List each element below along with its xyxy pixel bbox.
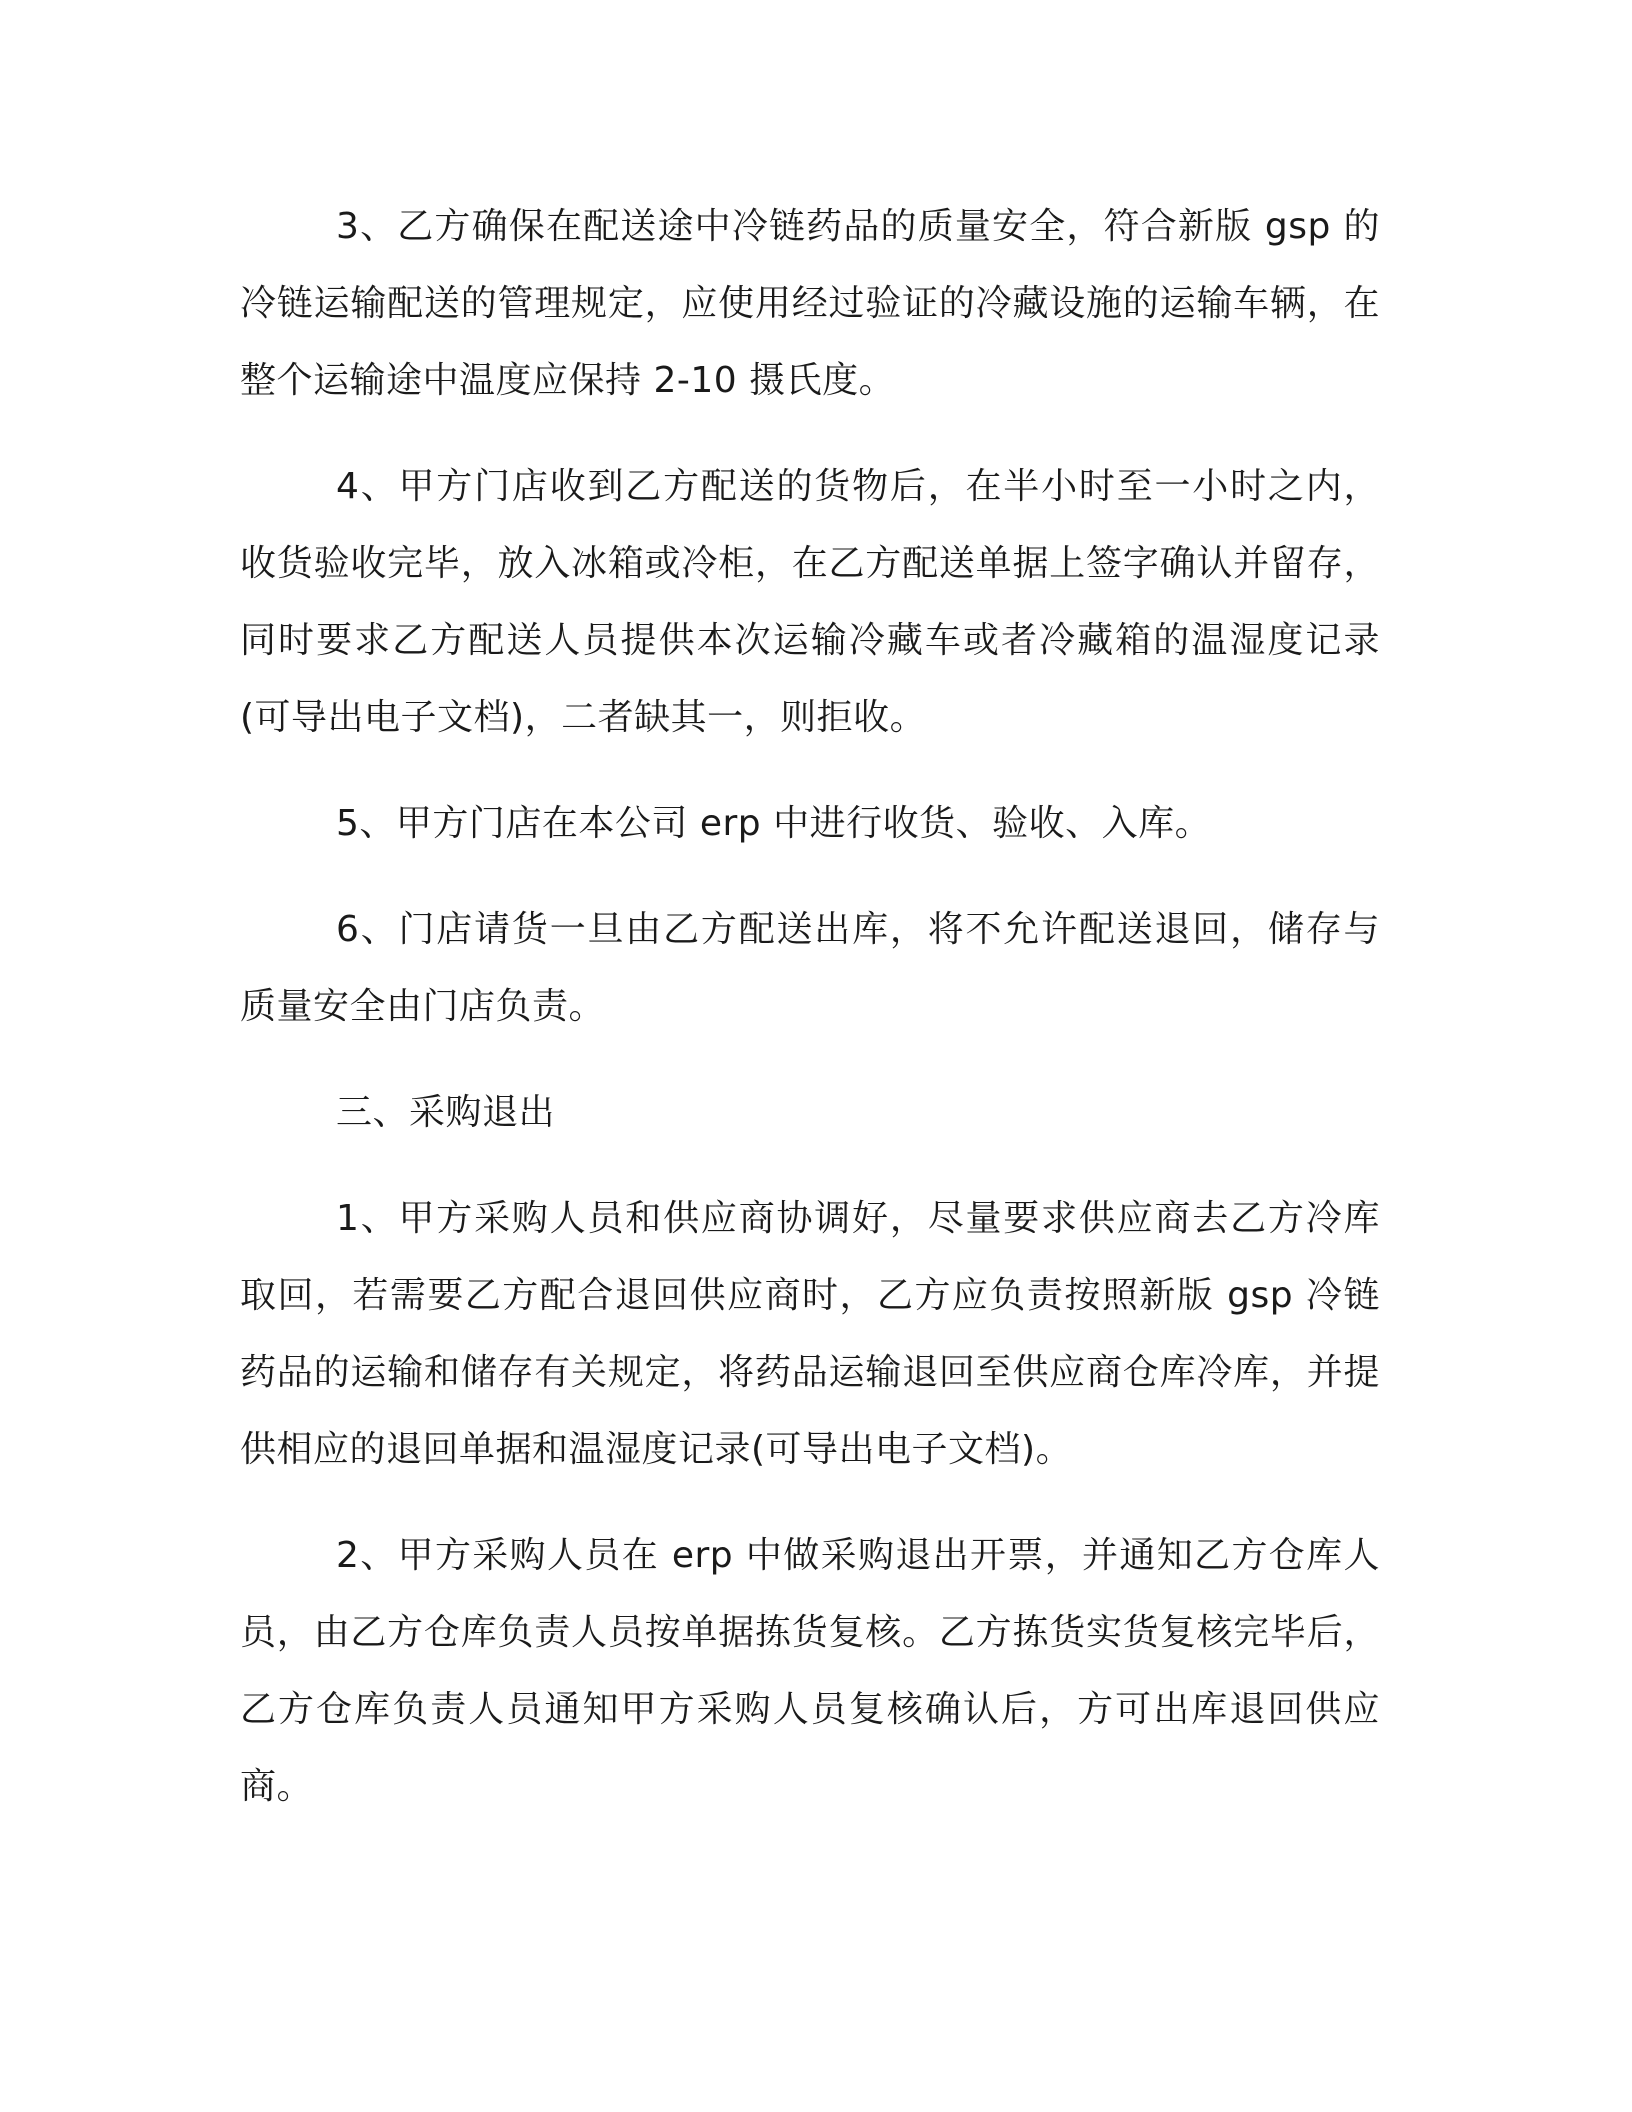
paragraph-return-item-2: 2、甲方采购人员在 erp 中做采购退出开票，并通知乙方仓库人员，由乙方仓库负责人员按单据拣货复核。乙方拣货实货复核完毕后，乙方仓库负责人员通知甲方采购人员复核确认后，方可出库退回供应商。 (240, 1535, 1380, 1807)
section-heading-purchase-return: 三、采购退出 (336, 1092, 556, 1133)
document-body (240, 188, 1380, 1854)
paragraph-item-4-store-receiving: 4、甲方门店收到乙方配送的货物后，在半小时至一小时之内，收货验收完毕，放入冰箱或冷柜，在乙方配送单据上签字确认并留存，同时要求乙方配送人员提供本次运输冷藏车或者冷藏箱的温湿度记录(可导出电子文档)，二者缺其一，则拒收。 (240, 466, 1380, 738)
paragraph-return-item-1: 1、甲方采购人员和供应商协调好，尽量要求供应商去乙方冷库取回，若需要乙方配合退回供应商时，乙方应负责按照新版 gsp 冷链药品的运输和储存有关规定，将药品运输退回至供应商仓库冷库，并提供相应的退回单据和温湿度记录(可导出电子文档)。 (240, 1198, 1380, 1470)
paragraph-item-6-no-return: 6、门店请货一旦由乙方配送出库，将不允许配送退回，储存与质量安全由门店负责。 (240, 909, 1380, 1027)
paragraph-item-5-erp-receiving: 5、甲方门店在本公司 erp 中进行收货、验收、入库。 (336, 803, 1212, 844)
paragraph-item-3-cold-chain-quality: 3、乙方确保在配送途中冷链药品的质量安全，符合新版 gsp 的冷链运输配送的管理规定，应使用经过验证的冷藏设施的运输车辆，在整个运输途中温度应保持 2-10 摄氏度。 (240, 206, 1380, 401)
